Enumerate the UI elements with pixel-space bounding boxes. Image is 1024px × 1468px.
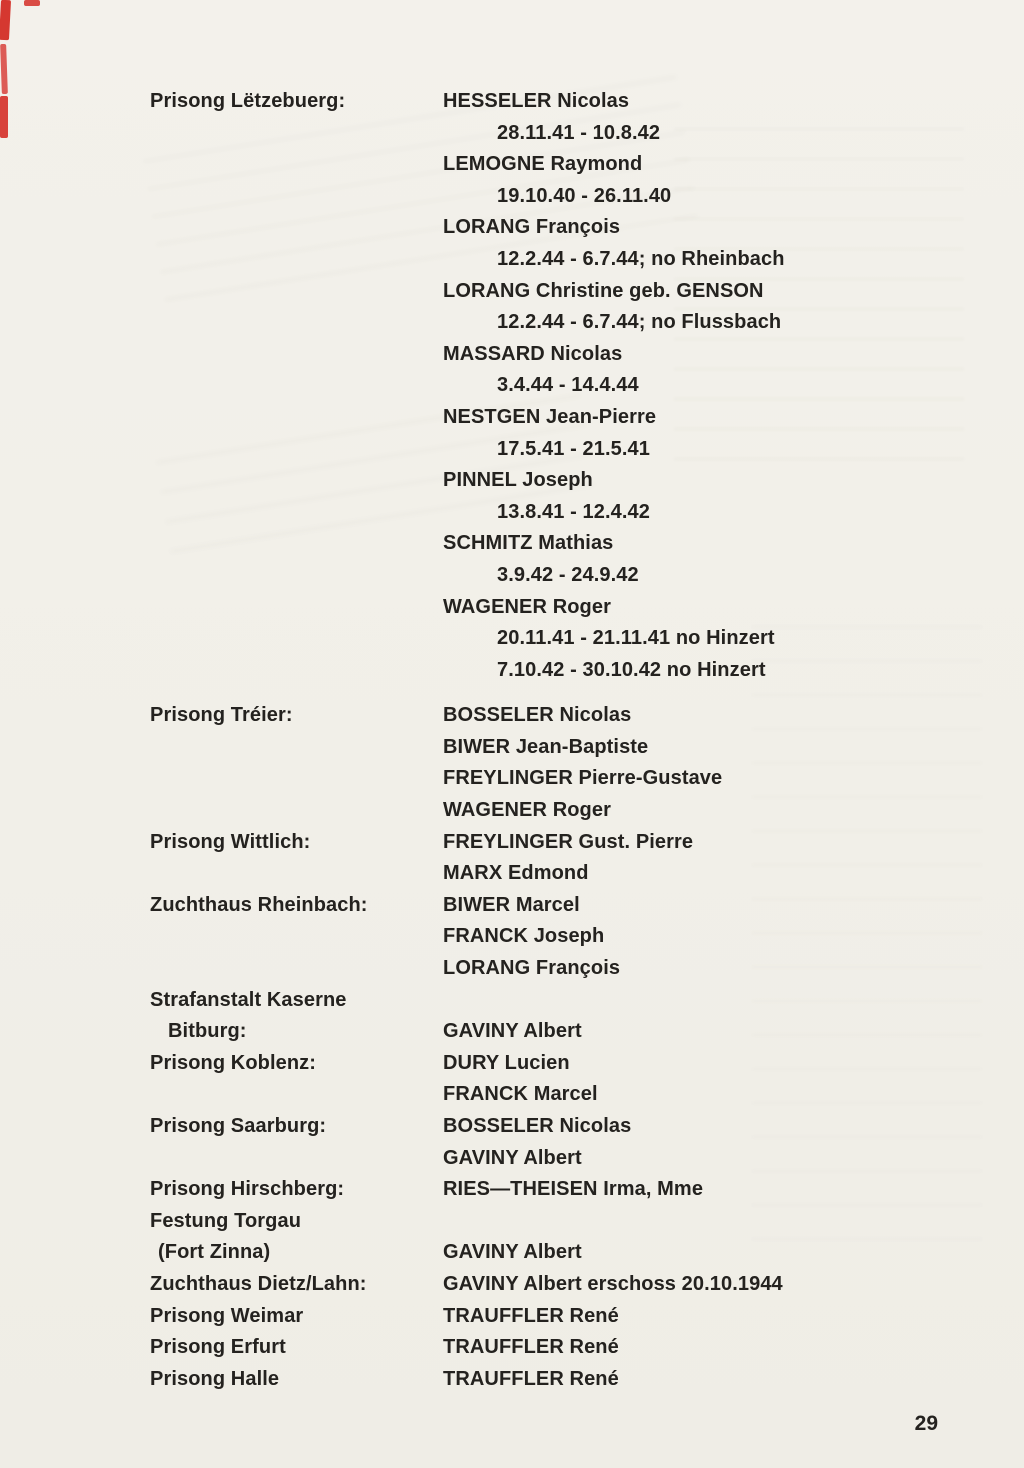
roster-row xyxy=(150,1301,974,1333)
roster-row xyxy=(150,402,974,434)
roster-row xyxy=(150,434,974,466)
prisoner-name: BIWER Marcel xyxy=(443,893,580,916)
prisoner-name: LORANG François xyxy=(443,216,621,239)
roster-row xyxy=(150,1174,974,1206)
roster-row xyxy=(150,763,974,795)
prisoner-name: MARX Edmond xyxy=(443,862,589,885)
roster-row xyxy=(150,1016,974,1048)
prisoner-name: FRANCK Marcel xyxy=(443,1083,598,1106)
prisoner-name: DURY Lucien xyxy=(443,1051,570,1074)
prison-label: Strafanstalt Kaserne xyxy=(150,988,347,1011)
prison-label: (Fort Zinna) xyxy=(158,1241,271,1264)
detention-dates: 12.2.44 - 6.7.44; no Flussbach xyxy=(497,311,782,334)
roster-row xyxy=(150,560,974,592)
prison-label xyxy=(150,655,443,687)
red-ink-mark xyxy=(0,44,8,94)
roster-row xyxy=(150,497,974,529)
prison-label xyxy=(150,921,443,953)
prison-label: Bitburg: xyxy=(168,1020,247,1043)
prison-label: Prisong Koblenz: xyxy=(150,1051,317,1074)
detention-dates: 28.11.41 - 10.8.42 xyxy=(497,121,661,144)
roster-row xyxy=(150,1079,974,1111)
roster-row xyxy=(150,1237,974,1269)
prison-label xyxy=(150,339,443,371)
roster-row xyxy=(150,1332,974,1364)
roster-row xyxy=(150,858,974,890)
prisoner-name: WAGENER Roger xyxy=(443,595,611,618)
prisoner-name: GAVINY Albert xyxy=(443,1020,582,1043)
prison-label: Prisong Hirschberg: xyxy=(150,1178,345,1201)
prison-label xyxy=(150,307,443,339)
prisoner-name: TRAUFFLER René xyxy=(443,1336,619,1359)
prison-label xyxy=(150,1079,443,1111)
prison-label xyxy=(150,465,443,497)
prisoner-name: FRANCK Joseph xyxy=(443,925,605,948)
detention-dates: 3.9.42 - 24.9.42 xyxy=(497,563,639,586)
red-ink-mark xyxy=(0,96,8,138)
prison-label xyxy=(150,181,443,213)
prison-label: Prisong Erfurt xyxy=(150,1336,286,1359)
prison-label: Prisong Lëtzebuerg: xyxy=(150,90,346,112)
detention-dates: 20.11.41 - 21.11.41 no Hinzert xyxy=(497,627,775,650)
prison-label xyxy=(150,528,443,560)
prison-label xyxy=(150,276,443,308)
roster-row xyxy=(150,732,974,764)
prison-label: Prisong Weimar xyxy=(150,1304,304,1327)
prisoner-name: RIES—THEISEN Irma, Mme xyxy=(443,1178,704,1201)
prisoner-name: FREYLINGER Pierre-Gustave xyxy=(443,767,723,790)
detention-dates: 7.10.42 - 30.10.42 no Hinzert xyxy=(497,658,766,681)
prisoner-name: TRAUFFLER René xyxy=(443,1367,619,1390)
detention-dates: 3.4.44 - 14.4.44 xyxy=(497,374,639,397)
red-ink-mark xyxy=(24,0,40,6)
roster-row xyxy=(150,1111,974,1143)
roster-row xyxy=(150,795,974,827)
prisoner-name: LORANG Christine geb. GENSON xyxy=(443,279,764,302)
prison-label xyxy=(150,149,443,181)
roster-row xyxy=(150,370,974,402)
prisoner-name: WAGENER Roger xyxy=(443,799,611,822)
prisoner-name: GAVINY Albert xyxy=(443,1146,582,1169)
red-ink-mark xyxy=(0,0,11,40)
roster-row xyxy=(150,181,974,213)
prison-label xyxy=(150,858,443,890)
prison-label xyxy=(150,212,443,244)
roster-row xyxy=(150,118,974,150)
roster-row xyxy=(150,244,974,276)
roster-row xyxy=(150,655,974,687)
page-number: 29 xyxy=(914,1412,938,1435)
prison-label: Zuchthaus Dietz/Lahn: xyxy=(150,1272,367,1295)
roster-row xyxy=(150,890,974,922)
roster-row xyxy=(150,827,974,859)
prison-label xyxy=(150,244,443,276)
prisoner-name: NESTGEN Jean-Pierre xyxy=(443,405,657,428)
prisoner-name xyxy=(443,985,974,1017)
roster-row xyxy=(150,1048,974,1080)
prison-label: Prisong Saarburg: xyxy=(150,1115,327,1137)
roster-row xyxy=(150,623,974,655)
prison-label xyxy=(150,560,443,592)
prison-label xyxy=(150,795,443,827)
prisoner-name: TRAUFFLER René xyxy=(443,1304,619,1327)
prison-label xyxy=(150,623,443,655)
roster-row xyxy=(150,212,974,244)
prison-label xyxy=(150,732,443,764)
roster-row xyxy=(150,276,974,308)
roster-row xyxy=(150,592,974,624)
roster-row xyxy=(150,307,974,339)
prisoner-name: HESSELER Nicolas xyxy=(443,90,630,112)
prison-label: Festung Torgau xyxy=(150,1209,302,1232)
detention-dates: 17.5.41 - 21.5.41 xyxy=(497,437,650,460)
prisoner-name: PINNEL Joseph xyxy=(443,469,593,492)
prison-label xyxy=(150,118,443,150)
prisoner-name: BOSSELER Nicolas xyxy=(443,1115,632,1137)
prison-label xyxy=(150,402,443,434)
roster-row xyxy=(150,86,974,118)
prisoner-name xyxy=(443,1206,974,1238)
prison-label xyxy=(150,953,443,985)
prison-label xyxy=(150,592,443,624)
detention-dates: 12.2.44 - 6.7.44; no Rheinbach xyxy=(497,247,785,270)
prison-label: Zuchthaus Rheinbach: xyxy=(150,893,368,916)
prisoner-name: GAVINY Albert xyxy=(443,1241,582,1264)
prisoner-name: SCHMITZ Mathias xyxy=(443,532,614,555)
roster-row xyxy=(150,149,974,181)
prison-label xyxy=(150,370,443,402)
prison-label: Prisong Wittlich: xyxy=(150,830,311,853)
prison-label: Prisong Halle xyxy=(150,1367,280,1390)
roster-row xyxy=(150,465,974,497)
prisoner-name: BIWER Jean-Baptiste xyxy=(443,735,649,758)
prison-label xyxy=(150,1143,443,1175)
roster-row xyxy=(150,953,974,985)
roster-row xyxy=(150,1364,974,1396)
prisoner-name: LEMOGNE Raymond xyxy=(443,153,643,176)
prison-label xyxy=(150,497,443,529)
roster-row xyxy=(150,1206,974,1238)
prison-label xyxy=(150,763,443,795)
detention-dates: 13.8.41 - 12.4.42 xyxy=(497,500,650,523)
prison-roster-list xyxy=(150,86,974,1395)
prisoner-name: FREYLINGER Gust. Pierre xyxy=(443,830,694,853)
roster-row xyxy=(150,985,974,1017)
roster-row xyxy=(150,1269,974,1301)
prisoner-name: MASSARD Nicolas xyxy=(443,342,623,365)
detention-dates: 19.10.40 - 26.11.40 xyxy=(497,184,672,207)
roster-row xyxy=(150,339,974,371)
roster-row xyxy=(150,528,974,560)
prison-label: Prisong Tréier: xyxy=(150,704,293,727)
roster-row xyxy=(150,921,974,953)
prisoner-name: LORANG François xyxy=(443,957,621,980)
prison-label xyxy=(150,434,443,466)
prisoner-name: BOSSELER Nicolas xyxy=(443,704,632,727)
prisoner-name: GAVINY Albert erschoss 20.10.1944 xyxy=(443,1272,783,1295)
roster-row xyxy=(150,700,974,732)
roster-row xyxy=(150,1143,974,1175)
